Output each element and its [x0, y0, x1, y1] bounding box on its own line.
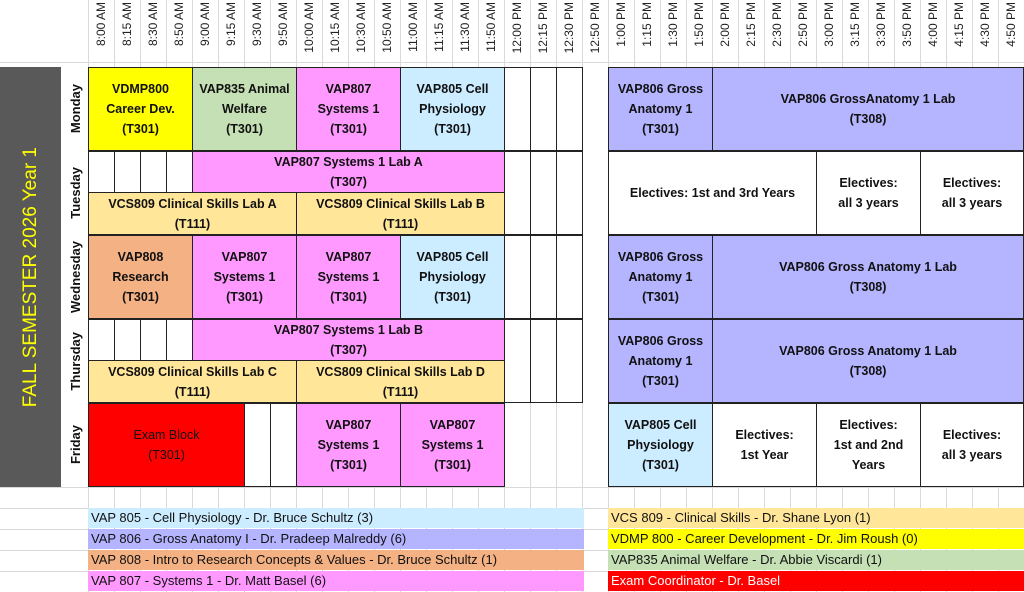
empty-slot[interactable]: [530, 151, 557, 235]
block-wednesday-vap807-b[interactable]: VAP807 Systems 1 (T301): [296, 235, 401, 319]
block-friday-electives-1st-2nd[interactable]: Electives: 1st and 2nd Years: [816, 403, 921, 487]
empty-slot[interactable]: [140, 319, 167, 361]
time-label: 9:00 AM: [198, 2, 212, 47]
day-label-monday: Monday: [62, 67, 88, 151]
time-label: 3:30 PM: [874, 2, 888, 47]
block-tuesday-electives-all-2[interactable]: Electives: all 3 years: [920, 151, 1024, 235]
legend-vap835: VAP835 Animal Welfare - Dr. Abbie Viscardi (1): [608, 550, 1024, 570]
block-thursday-vap806[interactable]: VAP806 Gross Anatomy 1 (T301): [608, 319, 713, 403]
time-label: 2:00 PM: [718, 2, 732, 47]
time-label: 3:15 PM: [848, 2, 862, 47]
block-tuesday-vcs809-lab-a[interactable]: VCS809 Clinical Skills Lab A (T111): [88, 192, 297, 235]
time-label: 11:15 AM: [432, 2, 446, 52]
block-thursday-vap806-lab[interactable]: VAP806 Gross Anatomy 1 Lab (T308): [712, 319, 1024, 403]
time-label: 4:00 PM: [926, 2, 940, 47]
time-label: 2:30 PM: [770, 2, 784, 47]
semester-title: FALL SEMESTER 2026 Year 1: [19, 146, 41, 408]
block-wednesday-vap806[interactable]: VAP806 Gross Anatomy 1 (T301): [608, 235, 713, 319]
time-label: 12:50 PM: [588, 2, 602, 54]
empty-slot[interactable]: [556, 319, 583, 403]
empty-slot[interactable]: [504, 67, 531, 151]
legend-vdmp800: VDMP 800 - Career Development - Dr. Jim Roush (0): [608, 529, 1024, 549]
block-tuesday-vap807-lab-a[interactable]: VAP807 Systems 1 Lab A (T307): [192, 151, 505, 193]
time-label: 11:50 AM: [484, 2, 498, 52]
empty-slot[interactable]: [140, 151, 167, 193]
block-friday-vap805[interactable]: VAP805 Cell Physiology (T301): [608, 403, 713, 487]
empty-slot[interactable]: [114, 319, 141, 361]
time-label: 12:30 PM: [562, 2, 576, 54]
empty-slot[interactable]: [504, 151, 531, 235]
time-label: 10:00 AM: [302, 2, 316, 53]
grid-line: [0, 62, 1024, 63]
time-label: 10:50 AM: [380, 2, 394, 53]
time-label: 8:15 AM: [120, 2, 134, 47]
time-label: 4:50 PM: [1004, 2, 1018, 47]
empty-slot[interactable]: [556, 235, 583, 319]
time-label: 9:30 AM: [250, 2, 264, 47]
time-label: 1:50 PM: [692, 2, 706, 47]
block-friday-vap807-b[interactable]: VAP807 Systems 1 (T301): [400, 403, 505, 487]
time-label: 9:15 AM: [224, 2, 238, 47]
block-friday-vap807-a[interactable]: VAP807 Systems 1 (T301): [296, 403, 401, 487]
time-label: 1:15 PM: [640, 2, 654, 47]
block-thursday-vap807-lab-b[interactable]: VAP807 Systems 1 Lab B (T307): [192, 319, 505, 361]
legend-vap808: VAP 808 - Intro to Research Concepts & Values - Dr. Bruce Schultz (1): [88, 550, 584, 570]
time-label: 2:50 PM: [796, 2, 810, 47]
empty-slot[interactable]: [530, 67, 557, 151]
block-wednesday-vap806-lab[interactable]: VAP806 Gross Anatomy 1 Lab (T308): [712, 235, 1024, 319]
legend-vcs809: VCS 809 - Clinical Skills - Dr. Shane Lyon (1): [608, 508, 1024, 528]
block-tuesday-electives-all-1[interactable]: Electives: all 3 years: [816, 151, 921, 235]
time-label: 3:00 PM: [822, 2, 836, 47]
block-monday-vap835[interactable]: VAP835 Animal Welfare (T301): [192, 67, 297, 151]
empty-slot[interactable]: [114, 151, 141, 193]
block-tuesday-vcs809-lab-b[interactable]: VCS809 Clinical Skills Lab B (T111): [296, 192, 505, 235]
time-label: 8:50 AM: [172, 2, 186, 47]
time-label: 4:30 PM: [978, 2, 992, 47]
time-label: 11:00 AM: [406, 2, 420, 52]
time-label: 1:00 PM: [614, 2, 628, 47]
block-thursday-vcs809-lab-c[interactable]: VCS809 Clinical Skills Lab C (T111): [88, 360, 297, 403]
day-label-friday: Friday: [62, 403, 88, 487]
semester-banner: [0, 67, 61, 487]
empty-slot[interactable]: [556, 67, 583, 151]
time-label: 11:30 AM: [458, 2, 472, 52]
legend-exam-coordinator: Exam Coordinator - Dr. Basel: [608, 571, 1024, 591]
legend-vap807: VAP 807 - Systems 1 - Dr. Matt Basel (6): [88, 571, 584, 591]
block-wednesday-vap805[interactable]: VAP805 Cell Physiology (T301): [400, 235, 505, 319]
empty-slot[interactable]: [166, 319, 193, 361]
time-label: 8:00 AM: [94, 2, 108, 47]
block-wednesday-vap807-a[interactable]: VAP807 Systems 1 (T301): [192, 235, 297, 319]
time-label: 10:15 AM: [328, 2, 342, 53]
empty-slot[interactable]: [166, 151, 193, 193]
time-label: 4:15 PM: [952, 2, 966, 47]
legend-vap805: VAP 805 - Cell Physiology - Dr. Bruce Schultz (3): [88, 508, 584, 528]
legend-vap806: VAP 806 - Gross Anatomy I - Dr. Pradeep Malreddy (6): [88, 529, 584, 549]
day-label-tuesday: Tuesday: [62, 151, 88, 235]
empty-slot[interactable]: [530, 319, 557, 403]
time-label: 8:30 AM: [146, 2, 160, 47]
time-label: 12:00 PM: [510, 2, 524, 54]
empty-slot[interactable]: [88, 319, 115, 361]
time-label: 2:15 PM: [744, 2, 758, 47]
time-label: 1:30 PM: [666, 2, 680, 47]
grid-line: [0, 487, 1024, 488]
block-monday-vap805[interactable]: VAP805 Cell Physiology (T301): [400, 67, 505, 151]
block-tuesday-electives-1st-3rd[interactable]: Electives: 1st and 3rd Years: [608, 151, 817, 235]
block-monday-vdmp800[interactable]: VDMP800 Career Dev. (T301): [88, 67, 193, 151]
block-friday-exam[interactable]: Exam Block (T301): [88, 403, 245, 487]
day-label-thursday: Thursday: [62, 319, 88, 403]
time-label: 9:50 AM: [276, 2, 290, 47]
block-wednesday-vap808[interactable]: VAP808 Research (T301): [88, 235, 193, 319]
time-label: 12:15 PM: [536, 2, 550, 54]
empty-slot[interactable]: [556, 151, 583, 235]
block-monday-vap807[interactable]: VAP807 Systems 1 (T301): [296, 67, 401, 151]
empty-slot[interactable]: [270, 403, 297, 487]
empty-slot[interactable]: [504, 235, 531, 319]
empty-slot[interactable]: [504, 319, 531, 403]
empty-slot[interactable]: [88, 151, 115, 193]
block-monday-vap806[interactable]: VAP806 Gross Anatomy 1 (T301): [608, 67, 713, 151]
block-friday-electives-1st[interactable]: Electives: 1st Year: [712, 403, 817, 487]
empty-slot[interactable]: [244, 403, 271, 487]
block-monday-vap806-lab[interactable]: VAP806 GrossAnatomy 1 Lab (T308): [712, 67, 1024, 151]
time-label: 3:50 PM: [900, 2, 914, 47]
block-thursday-vcs809-lab-d[interactable]: VCS809 Clinical Skills Lab D (T111): [296, 360, 505, 403]
time-label: 10:30 AM: [354, 2, 368, 53]
empty-slot[interactable]: [530, 235, 557, 319]
block-friday-electives-all[interactable]: Electives: all 3 years: [920, 403, 1024, 487]
day-label-wednesday: Wednesday: [62, 235, 88, 319]
